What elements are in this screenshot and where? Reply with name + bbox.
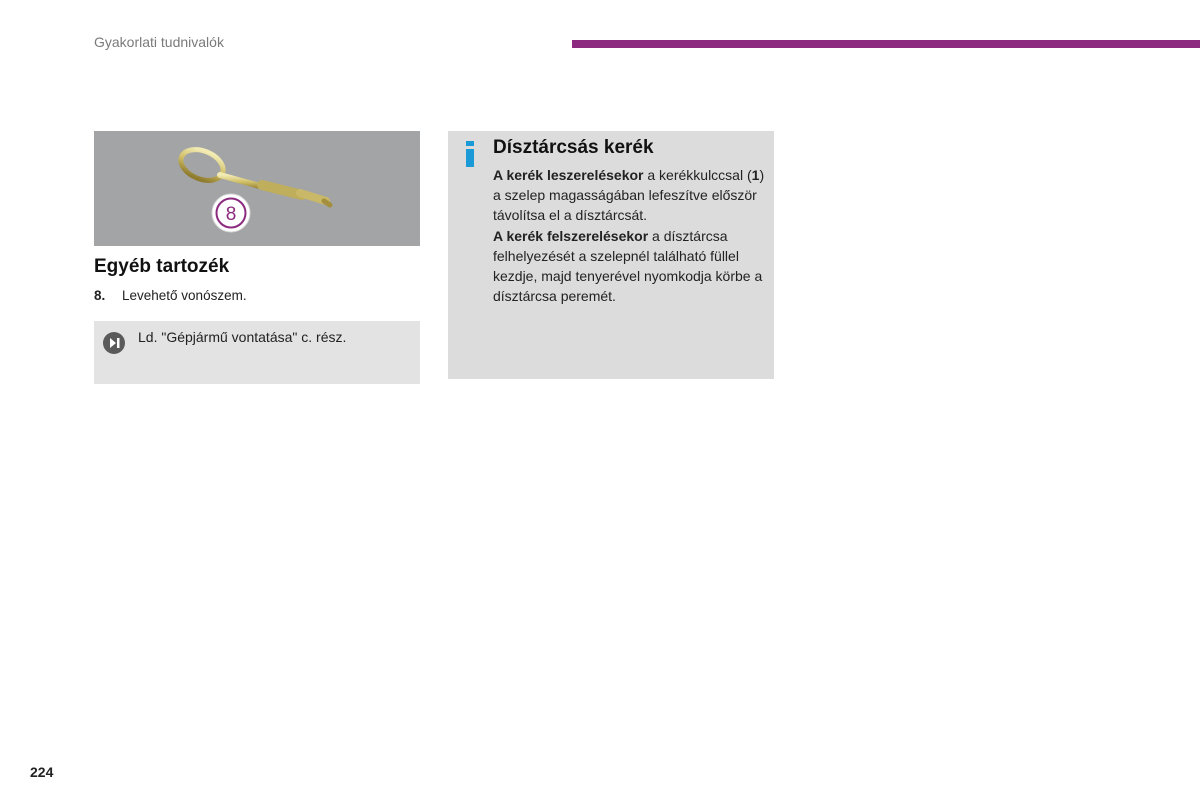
info-title: Dísztárcsás kerék [493, 137, 654, 158]
accent-bar [572, 40, 1200, 48]
info-paragraph-fitting [493, 226, 769, 307]
info-ref-number: 1 [751, 167, 760, 183]
reference-text: Ld. "Gépjármű vontatása" c. rész. [138, 329, 347, 345]
towing-eye-illustration [94, 131, 420, 246]
image-callout-number: 8 [225, 204, 237, 225]
info-text: ) a szelep magasságában lefeszítve először távolítsa el a dísztárcsát. [493, 167, 765, 224]
section-label: Gyakorlati tudnivalók [94, 34, 224, 50]
info-text: a dísztárcsa felhelyezését a szelepnél található füllel kezdje, majd tenyerével nyomkodja körbe a dísztárcsa peremét. [493, 227, 763, 305]
towing-eye-image [94, 131, 420, 246]
info-body [493, 165, 769, 306]
info-panel [448, 131, 774, 379]
info-bold-fitting: A kerék felszerelésekor [493, 227, 649, 244]
info-paragraph-removal [493, 165, 769, 226]
item-text: Levehető vonószem. [122, 288, 247, 303]
list-item [94, 288, 247, 303]
section-title: Egyéb tartozék [94, 256, 230, 277]
page-number: 224 [30, 764, 54, 780]
info-icon [464, 141, 476, 167]
item-number: 8. [94, 288, 106, 303]
skip-forward-icon [102, 331, 126, 355]
info-bold-removal: A kerék leszerelésekor [493, 167, 644, 183]
info-text: a kerékkulccsal ( [643, 167, 752, 183]
reference-box [94, 321, 420, 384]
